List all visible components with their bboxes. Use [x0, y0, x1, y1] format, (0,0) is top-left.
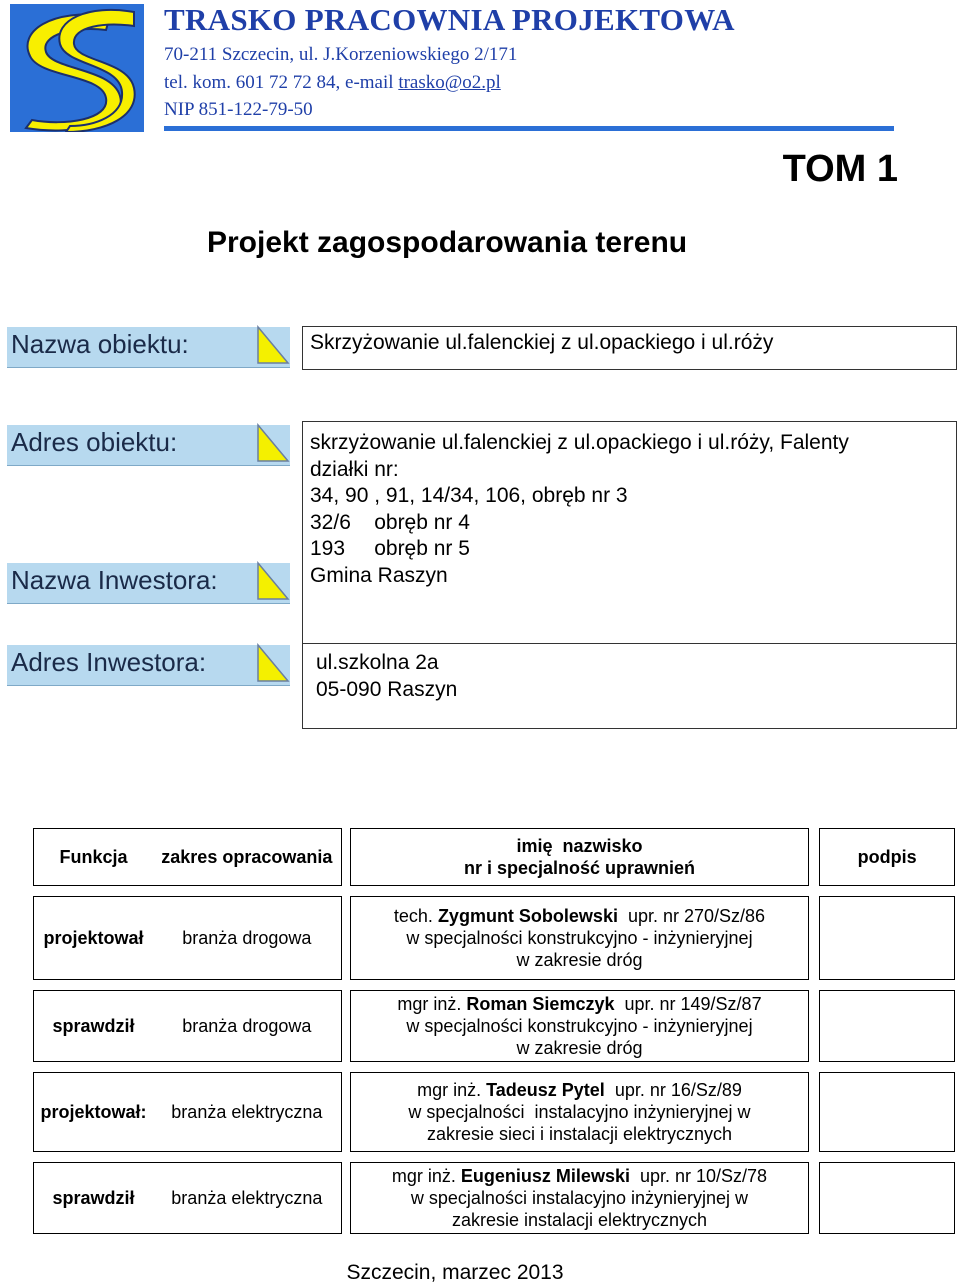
cell-funkcja: sprawdził [33, 1162, 153, 1234]
company-address: 70-211 Szczecin, ul. J.Korzeniowskiego 2/171 [164, 44, 518, 65]
investor-address-line: ul.szkolna 2a [316, 651, 439, 674]
table-header-row [33, 828, 955, 886]
document-title: Projekt zagospodarowania terenu [207, 226, 688, 259]
header-uprawnienia-line: nr i specjalność uprawnień [463, 858, 696, 878]
person-title: mgr inż. [391, 1166, 461, 1186]
person-name: Eugeniusz Milewski [460, 1166, 630, 1186]
object-address-value [310, 430, 849, 589]
object-address-line: 32/6 obręb nr 4 [310, 510, 470, 534]
person-name: Roman Siemczyk [466, 994, 615, 1014]
person-permission: upr. nr 10/Sz/78 [629, 1166, 768, 1186]
object-address-line: skrzyżowanie ul.falenckiej z ul.opackiego i ul.róży, Falenty [310, 431, 849, 454]
email-link[interactable]: trasko@o2.pl [398, 72, 501, 93]
object-address-label-box [7, 425, 290, 466]
object-name-box [302, 326, 957, 370]
header-zakres: zakres opracowania [153, 828, 342, 886]
investor-address-label: Adres Inwestora: [11, 647, 207, 677]
yellow-triangle-icon [256, 643, 290, 687]
cell-zakres: branża drogowa [153, 990, 342, 1062]
person-permission: upr. nr 149/Sz/87 [614, 994, 762, 1014]
cell-podpis [819, 990, 955, 1062]
investor-address-line: 05-090 Raszyn [316, 677, 458, 701]
volume-number: TOM 1 [782, 148, 898, 190]
person-title: mgr inż. [397, 994, 467, 1014]
place-date: Szczecin, marzec 2013 [346, 1261, 564, 1284]
object-name-label: Nazwa obiektu: [11, 329, 189, 359]
cell-podpis [819, 1162, 955, 1234]
person-scope: zakresie instalacji elektrycznych [451, 1210, 708, 1230]
header-funkcja: Funkcja [33, 828, 153, 886]
phone-text: tel. kom. 601 72 72 84, e-mail [164, 72, 399, 93]
cell-funkcja: projektował: [33, 1072, 153, 1152]
header-imie-nazwisko [350, 828, 809, 886]
table-row [33, 1072, 955, 1152]
object-address-line: 34, 90 , 91, 14/34, 106, obręb nr 3 [310, 484, 628, 507]
cell-podpis [819, 896, 955, 980]
cell-podpis [819, 1072, 955, 1152]
investor-name-value: Gmina Raszyn [310, 563, 448, 587]
cell-zakres: branża drogowa [153, 896, 342, 980]
person-scope: w zakresie dróg [516, 950, 643, 970]
yellow-triangle-icon [256, 561, 290, 605]
table-row [33, 1162, 955, 1234]
person-specialty: w specjalności instalacyjno inżynieryjnej w [410, 1188, 749, 1208]
object-address-line: działki nr: [310, 457, 399, 481]
table-row [33, 896, 955, 980]
person-title: mgr inż. [417, 1080, 487, 1100]
signatures-table [33, 818, 955, 1244]
object-address-line: 193 obręb nr 5 [310, 537, 470, 560]
investor-name-label: Nazwa Inwestora: [11, 565, 218, 595]
person-permission: upr. nr 16/Sz/89 [604, 1080, 742, 1100]
person-specialty: w specjalności konstrukcyjno - inżynieryjnej [406, 928, 753, 948]
cell-osoba [350, 896, 809, 980]
investor-address-label-box [7, 645, 290, 686]
investor-name-label-box [7, 563, 290, 604]
object-address-label: Adres obiektu: [11, 427, 178, 457]
cell-zakres: branża elektryczna [153, 1162, 342, 1234]
company-name: TRASKO PRACOWNIA PROJEKTOWA [164, 2, 735, 37]
header-imie-line: imię nazwisko [516, 836, 643, 856]
person-specialty: w specjalności konstrukcyjno - inżynieryjnej [406, 1016, 753, 1036]
yellow-triangle-icon [256, 325, 290, 369]
header-divider [164, 126, 894, 131]
cell-funkcja: sprawdził [33, 990, 153, 1062]
header-podpis: podpis [819, 828, 955, 886]
table-row [33, 990, 955, 1062]
cell-zakres: branża elektryczna [153, 1072, 342, 1152]
person-scope: zakresie sieci i instalacji elektrycznych [426, 1124, 733, 1144]
investor-address-value [316, 650, 457, 703]
person-title: tech. [393, 906, 438, 926]
person-name: Zygmunt Sobolewski [437, 906, 618, 926]
trasko-s-logo-icon [10, 4, 144, 132]
person-permission: upr. nr 270/Sz/86 [617, 906, 766, 926]
person-specialty: w specjalności instalacyjno inżynieryjnej w [408, 1102, 751, 1122]
person-scope: w zakresie dróg [516, 1038, 643, 1058]
object-name-label-box [7, 327, 290, 368]
object-address-box [302, 421, 957, 645]
cell-osoba [350, 990, 809, 1062]
cell-osoba [350, 1072, 809, 1152]
cell-osoba [350, 1162, 809, 1234]
company-nip: NIP 851-122-79-50 [164, 99, 313, 120]
object-name-value: Skrzyżowanie ul.falenckiej z ul.opackiego i ul.róży [310, 331, 774, 354]
cell-funkcja: projektował [33, 896, 153, 980]
yellow-triangle-icon [256, 423, 290, 467]
company-contact [164, 72, 501, 94]
investor-address-box [302, 643, 957, 729]
person-name: Tadeusz Pytel [486, 1080, 605, 1100]
